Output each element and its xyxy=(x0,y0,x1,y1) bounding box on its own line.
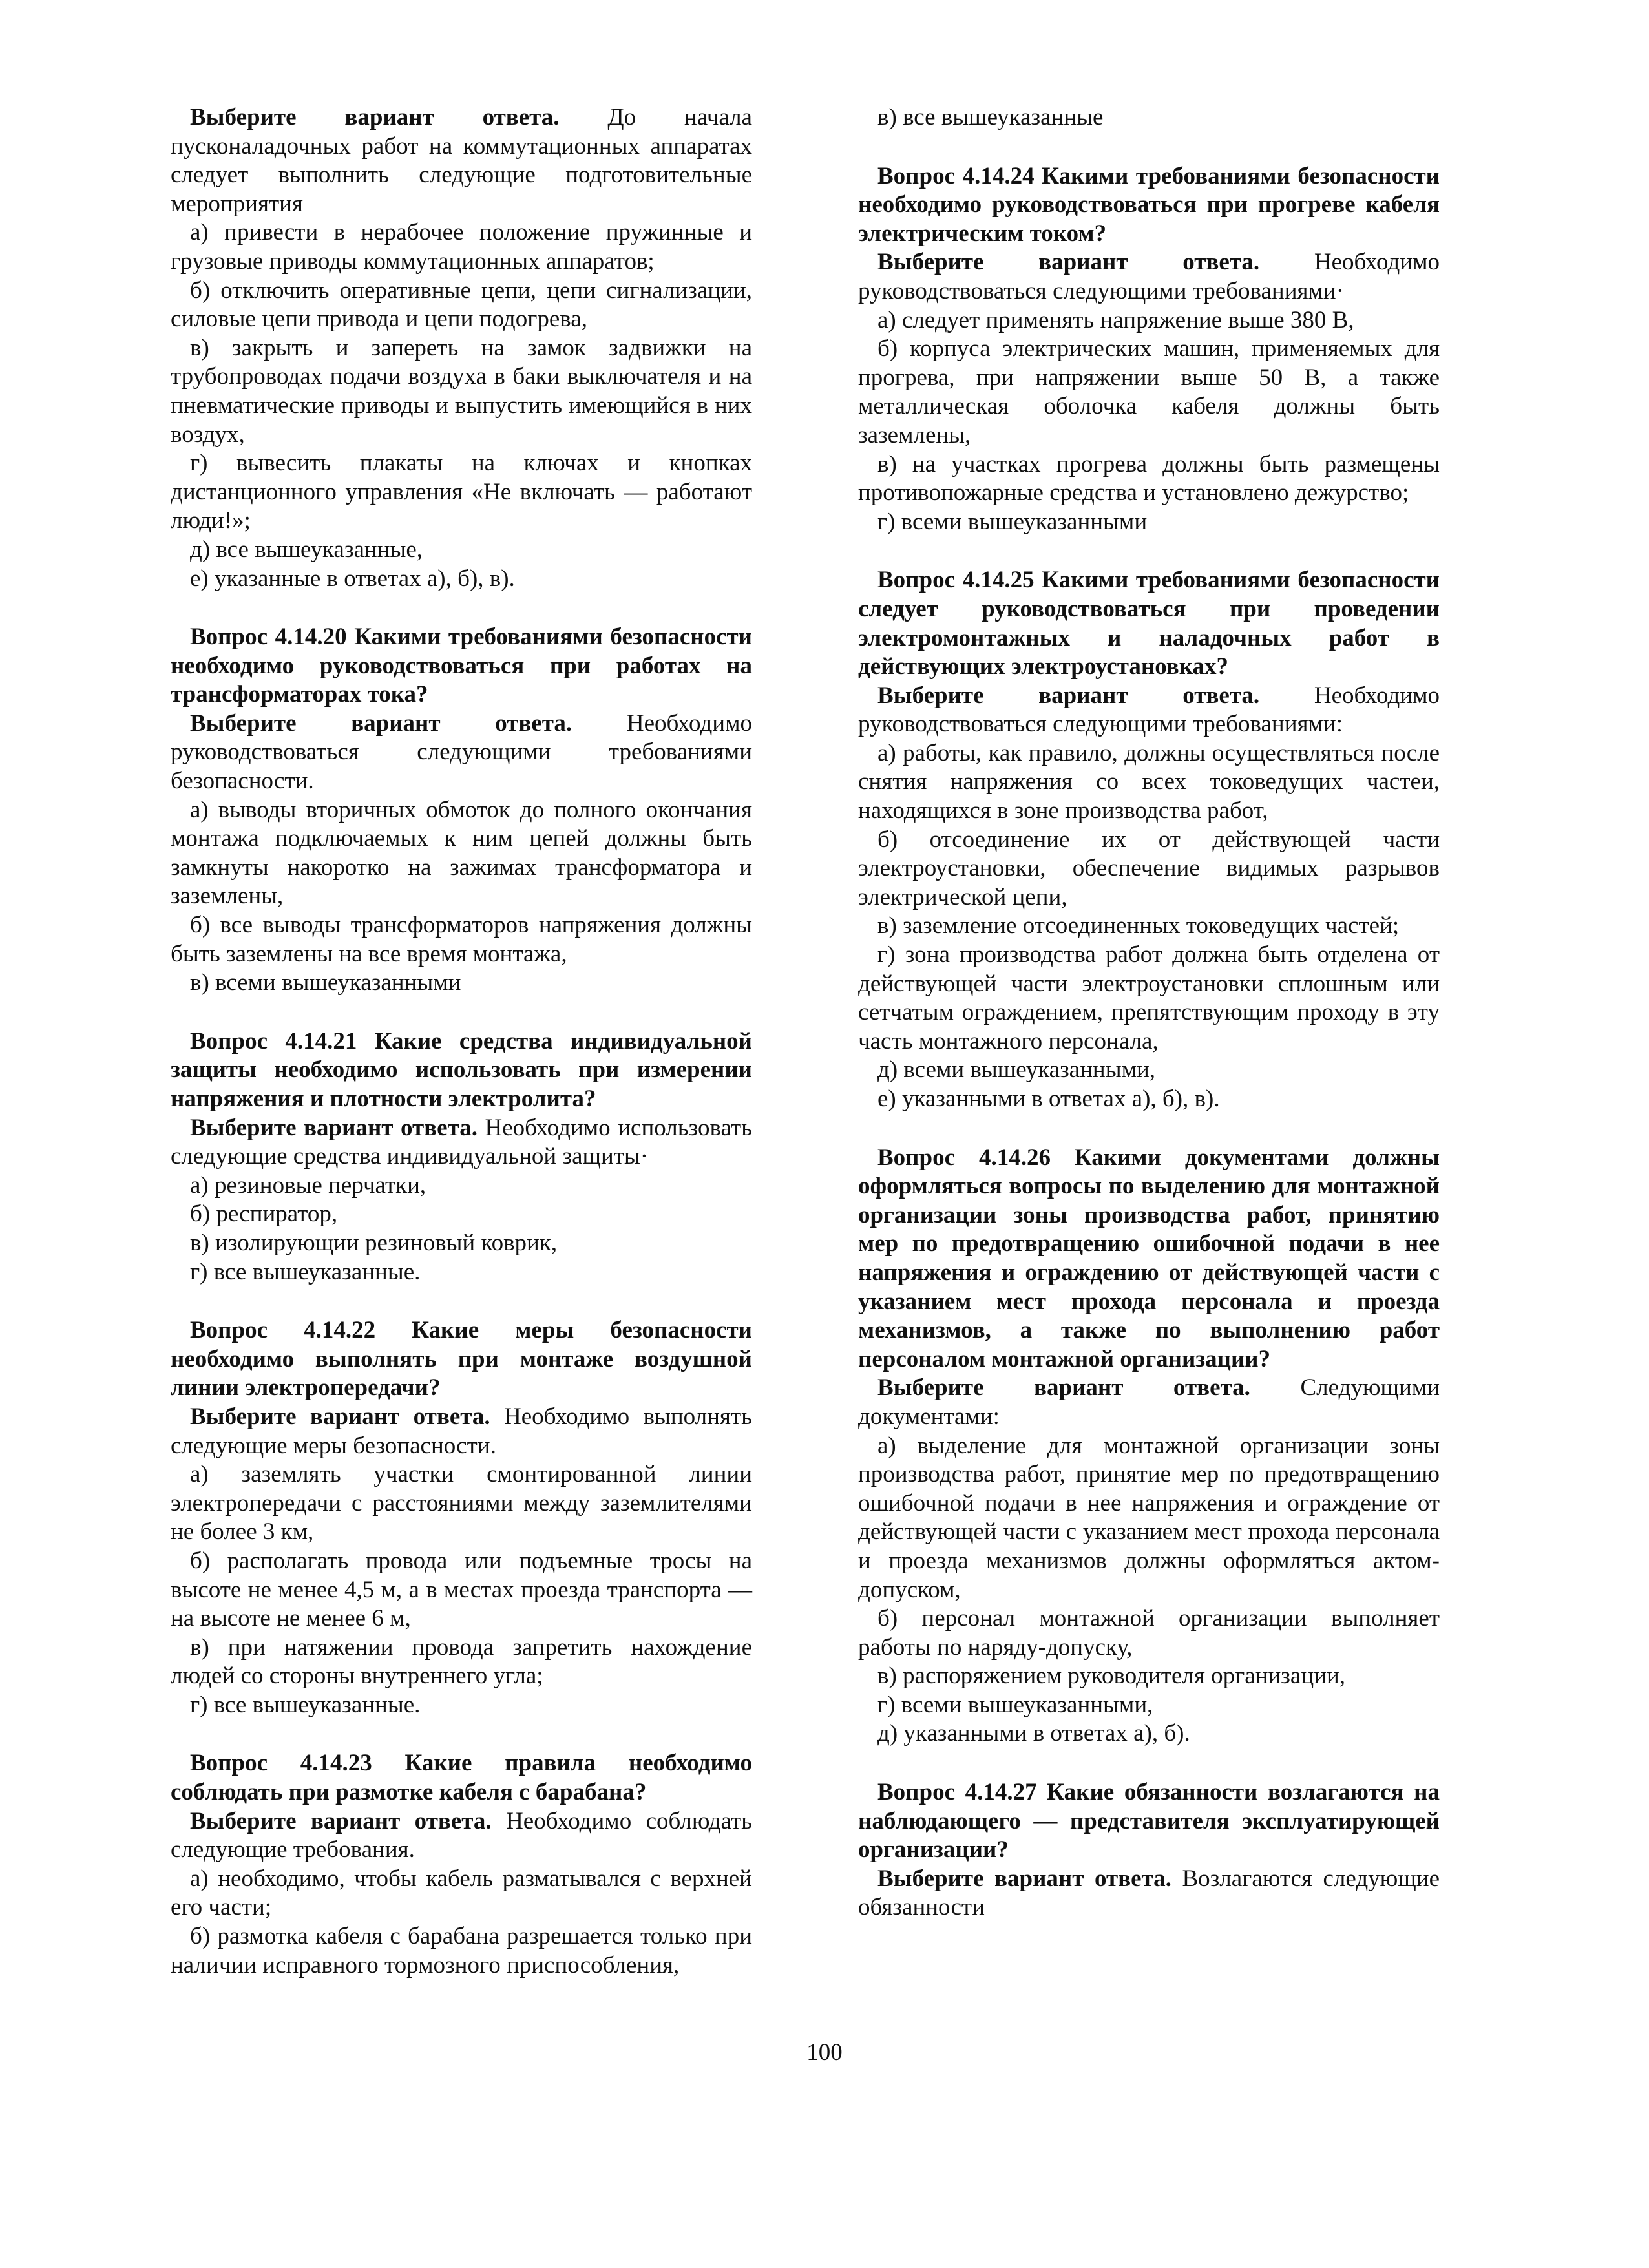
paragraph-text: г) всеми вышеуказанными, xyxy=(877,1691,1153,1718)
paragraph-text: в) изолирующии резиновый коврик, xyxy=(190,1229,558,1256)
paragraph-text: а) привести в нерабочее положение пружинные и грузовые приводы коммутационных аппаратов; xyxy=(171,219,752,275)
paragraph-text: Вопрос 4.14.24 Какими требованиями безопасности необходимо руководствоваться при прогреве кабеля электрическим током? xyxy=(858,162,1440,247)
paragraph-text: а) следует применять напряжение выше 380 В, xyxy=(877,306,1354,333)
question-heading xyxy=(858,1778,1440,1865)
paragraph-text: е) указанные в ответах а), б), в). xyxy=(190,565,515,592)
page-number: 100 xyxy=(806,2039,843,2066)
paragraph-text: г) все вышеуказанные. xyxy=(190,1691,421,1718)
paragraph xyxy=(858,335,1440,450)
paragraph xyxy=(858,306,1440,335)
paragraph xyxy=(171,1865,752,1922)
paragraph xyxy=(858,1662,1440,1691)
answer-lead: Выберите вариант ответа. xyxy=(190,1114,478,1141)
paragraph-text: а) работы, как правило, должны осуществляться после снятия напряжения со всех токоведущих частеи, находящихся в зоне производства работ, xyxy=(858,739,1440,824)
paragraph xyxy=(171,536,752,565)
answer-lead: Выберите вариант ответа. xyxy=(190,1403,490,1430)
paragraph xyxy=(171,1691,752,1720)
paragraph xyxy=(858,508,1440,537)
paragraph xyxy=(858,1085,1440,1114)
paragraph-text: а) выводы вторичных обмоток до полного окончания монтажа подключаемых к ним цепей должны быть замкнуты накоротко на зажимах трансформатора и заземлены, xyxy=(171,796,752,910)
paragraph xyxy=(171,796,752,911)
paragraph xyxy=(171,103,752,218)
paragraph-text: в) распоряжением руководителя организации, xyxy=(877,1663,1345,1690)
paragraph-text: а) выделение для монтажной организации зоны производства работ, принятие мер по предотвращению ошибочной подачи в нее напряжения и ограждение от действующей части с указанием мест прохода персонала и проезда механизмов должны оформляться актом-допуском, xyxy=(858,1432,1440,1603)
paragraph-text: а) необходимо, чтобы кабель разматывался с верхней его части; xyxy=(171,1865,752,1921)
answer-lead: Выберите вариант ответа. xyxy=(877,1865,1171,1892)
paragraph-text: б) респиратор, xyxy=(190,1201,338,1228)
paragraph-text: в) закрыть и запереть на замок задвижки на трубопроводах подачи воздуха в баки выключателя и на пневматические приводы и выпустить имеющийся в них воздух, xyxy=(171,334,752,448)
left-column xyxy=(171,103,752,1980)
paragraph xyxy=(171,1200,752,1229)
paragraph xyxy=(171,1807,752,1865)
paragraph xyxy=(858,1719,1440,1748)
paragraph-text: Возлагаются следующие обязанности xyxy=(858,1865,1440,1921)
paragraph xyxy=(858,248,1440,306)
paragraph-text: Необходимо соблюдать следующие требования. xyxy=(171,1807,752,1864)
paragraph xyxy=(858,912,1440,941)
paragraph-text: а) заземлять участки смонтированной линии электропередачи с расстояниями между заземлителями не более 3 км, xyxy=(171,1461,752,1546)
paragraph xyxy=(858,1374,1440,1431)
paragraph xyxy=(171,1171,752,1201)
paragraph xyxy=(858,1432,1440,1605)
paragraph-text: До начала пусконаладочных работ на коммутационных аппаратах следует выполнить следующие подготовительные мероприятия xyxy=(171,104,752,217)
paragraph-text: Следующими документами: xyxy=(858,1374,1440,1430)
paragraph xyxy=(858,739,1440,826)
answer-lead: Выберите вариант ответа. xyxy=(190,104,560,131)
question-heading xyxy=(171,1749,752,1807)
paragraph-text: Вопрос 4.14.20 Какими требованиями безопасности необходимо руководствоваться при работах на трансформаторах тока? xyxy=(171,624,752,708)
paragraph xyxy=(171,969,752,998)
paragraph-text: г) всеми вышеуказанными xyxy=(877,508,1148,535)
paragraph-text: е) указанными в ответах а), б), в). xyxy=(877,1086,1220,1112)
paragraph-text: Вопрос 4.14.25 Какими требованиями безопасности следует руководствоваться при проведении электромонтажных и наладочных работ в действующих электроустановках? xyxy=(858,567,1440,680)
paragraph-text: б) отключить оперативные цепи, цепи сигнализации, силовые цепи привода и цепи подогрева, xyxy=(171,277,752,333)
paragraph xyxy=(858,1865,1440,1922)
answer-lead: Выберите вариант ответа. xyxy=(877,682,1260,709)
paragraph-text: Необходимо использовать следующие средства индивидуальной защиты· xyxy=(171,1114,752,1170)
paragraph xyxy=(171,911,752,969)
paragraph-text: г) вывесить плакаты на ключах и кнопках дистанционного управления «Не включать — работают люди!»; xyxy=(171,450,752,534)
paragraph-text: в) заземление отсоединенных токоведущих частей; xyxy=(877,912,1400,940)
paragraph-text: д) указанными в ответах а), б). xyxy=(877,1720,1190,1747)
paragraph xyxy=(171,1403,752,1460)
paragraph xyxy=(171,218,752,276)
paragraph xyxy=(858,1056,1440,1085)
paragraph xyxy=(858,103,1440,132)
paragraph-text: а) резиновые перчатки, xyxy=(190,1171,426,1199)
paragraph xyxy=(171,1922,752,1980)
paragraph-text: Вопрос 4.14.27 Какие обязанности возлагаются на наблюдающего — представителя эксплуатирующей организации? xyxy=(858,1779,1440,1864)
answer-lead: Выберите вариант ответа. xyxy=(877,1374,1250,1402)
paragraph xyxy=(858,1604,1440,1662)
paragraph xyxy=(858,450,1440,508)
paragraph-text: б) располагать провода или подъемные тросы на высоте не менее 4,5 м, а в местах проезда транспорта — на высоте не менее 6 м, xyxy=(171,1547,752,1632)
paragraph-text: Вопрос 4.14.26 Какими документами должны оформляться вопросы по выделению для монтажной организации зоны производства работ, принятию мер по предотвращению ошибочной подачи в нее напряжения и ограждению от действующей части с указанием мест прохода персонала и проезда механизмов, а также по выполнению работ персоналом монтажной организации? xyxy=(858,1144,1440,1372)
paragraph-text: Необходимо выполнять следующие меры безопасности. xyxy=(171,1403,752,1459)
paragraph-text: в) все вышеуказанные xyxy=(877,104,1104,131)
paragraph xyxy=(171,1460,752,1547)
paragraph-text: г) зона производства работ должна быть отделена от действующей части электроустановки сплошным или сетчатым ограждением, препятствующим проходу в эту часть монтажного персонала, xyxy=(858,941,1440,1055)
paragraph xyxy=(171,1547,752,1633)
right-column xyxy=(858,103,1440,1922)
paragraph-text: б) все выводы трансформаторов напряжения должны быть заземлены на все время монтажа, xyxy=(171,912,752,967)
paragraph-text: Вопрос 4.14.23 Какие правила необходимо соблюдать при размотке кабеля с барабана? xyxy=(171,1750,752,1806)
paragraph-text: Необходимо руководствоваться следующими требованиями· xyxy=(858,249,1440,304)
paragraph xyxy=(171,1229,752,1258)
paragraph-text: б) корпуса электрических машин, применяемых для прогрева, при напряжении выше 50 В, а также металлическая оболочка кабеля должны быть заземлены, xyxy=(858,335,1440,448)
paragraph-text: д) все вышеуказанные, xyxy=(190,536,423,563)
paragraph-text: б) размотка кабеля с барабана разрешается только при наличии исправного тормозного приспособления, xyxy=(171,1923,752,1979)
paragraph-text: д) всеми вышеуказанными, xyxy=(877,1056,1156,1084)
paragraph xyxy=(858,682,1440,739)
paragraph xyxy=(171,1258,752,1287)
paragraph-text: г) все вышеуказанные. xyxy=(190,1258,421,1285)
question-heading xyxy=(171,1027,752,1114)
paragraph-text: в) на участках прогрева должны быть размещены противопожарные средства и установлено дежурство; xyxy=(858,450,1440,507)
paragraph-text: Вопрос 4.14.22 Какие меры безопасности необходимо выполнять при монтаже воздушной линии электропередачи? xyxy=(171,1317,752,1402)
paragraph xyxy=(171,565,752,594)
paragraph xyxy=(171,449,752,536)
paragraph xyxy=(171,334,752,449)
paragraph-text: Необходимо руководствоваться следующими требованиями безопасности. xyxy=(171,709,752,795)
paragraph xyxy=(858,941,1440,1056)
answer-lead: Выберите вариант ответа. xyxy=(877,249,1260,276)
question-heading xyxy=(171,1316,752,1403)
paragraph xyxy=(171,1114,752,1171)
paragraph-text: в) всеми вышеуказанными xyxy=(190,969,461,996)
paragraph xyxy=(171,709,752,796)
paragraph-text: б) персонал монтажной организации выполняет работы по наряду-допуску, xyxy=(858,1605,1440,1661)
paragraph-text: Вопрос 4.14.21 Какие средства индивидуальной защиты необходимо использовать при измерении напряжения и плотности электролита? xyxy=(171,1027,752,1112)
paragraph xyxy=(171,277,752,334)
paragraph-text: в) при натяжении провода запретить нахождение людей со стороны внутреннего угла; xyxy=(171,1633,752,1690)
question-heading xyxy=(171,623,752,709)
question-heading xyxy=(858,162,1440,249)
paragraph-text: б) отсоединение их от действующей части электроустановки, обеспечение видимых разрывов электрической цепи, xyxy=(858,826,1440,910)
paragraph-text: Необходимо руководствоваться следующими требованиями: xyxy=(858,682,1440,738)
answer-lead: Выберите вариант ответа. xyxy=(190,1807,492,1834)
paragraph xyxy=(858,1691,1440,1720)
answer-lead: Выберите вариант ответа. xyxy=(190,709,572,737)
paragraph xyxy=(171,1633,752,1691)
question-heading xyxy=(858,566,1440,681)
paragraph xyxy=(858,826,1440,912)
question-heading xyxy=(858,1144,1440,1374)
